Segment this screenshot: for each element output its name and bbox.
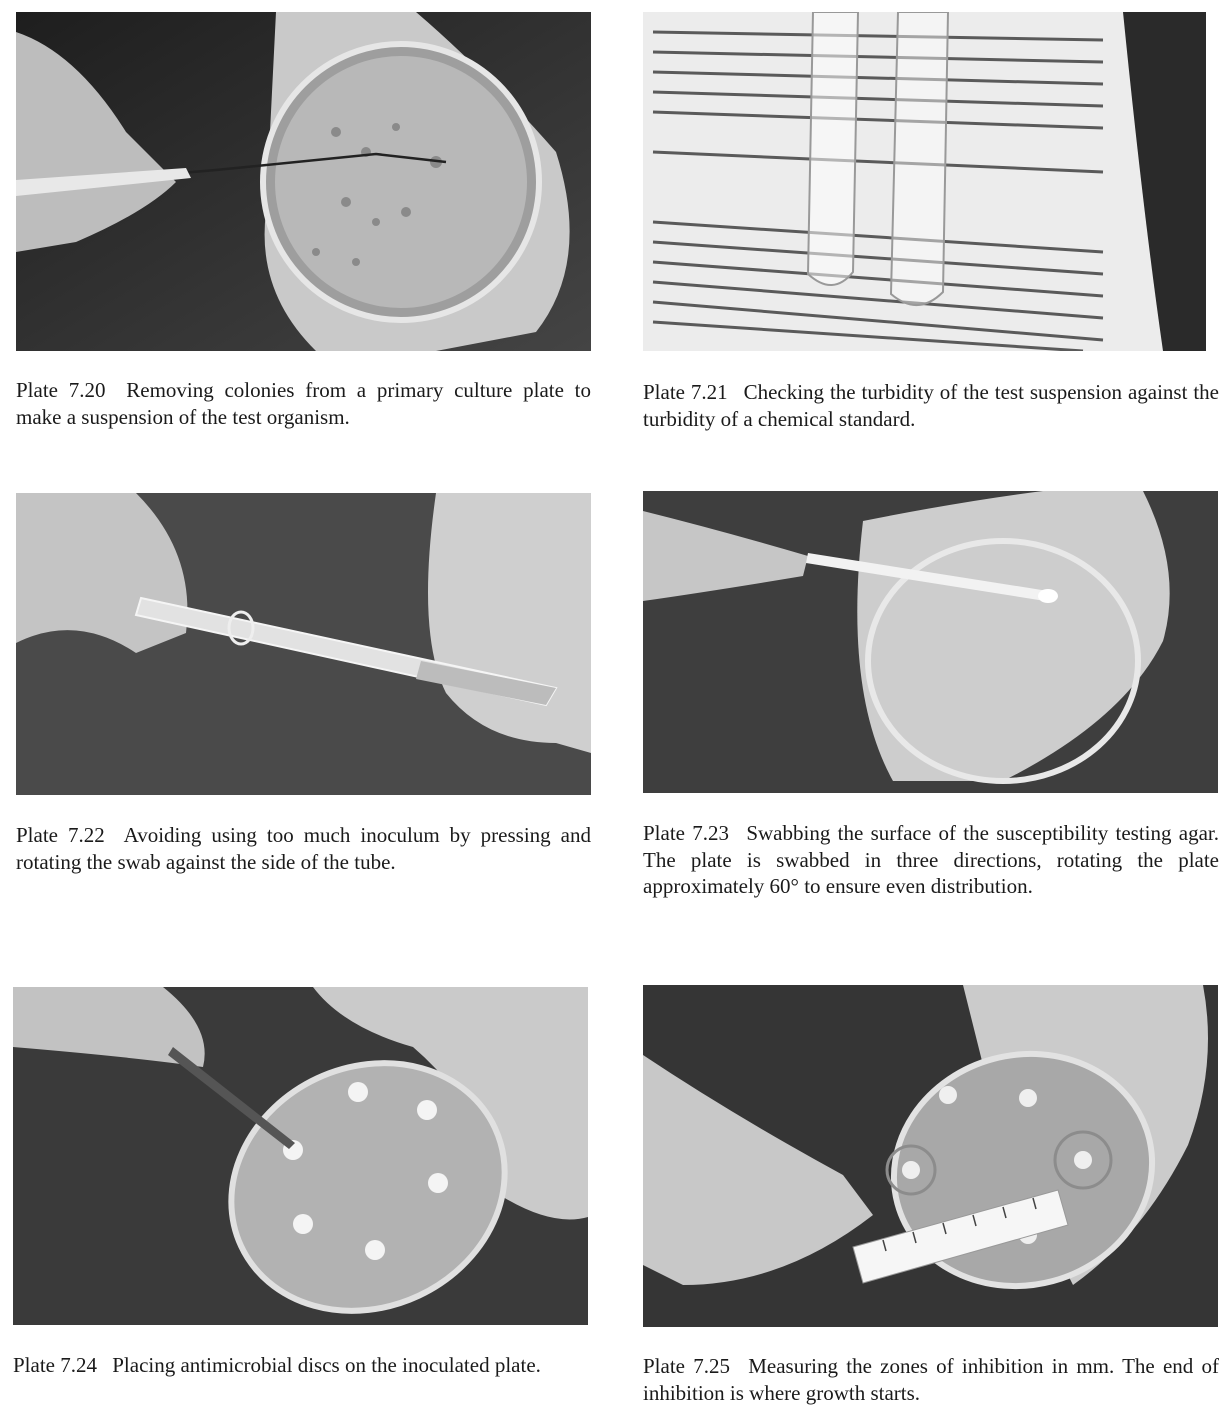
plate-number: Plate 7.22 [16,823,105,847]
plate-number: Plate 7.25 [643,1354,730,1378]
plate-number: Plate 7.24 [13,1353,97,1377]
photo-plate-7-22 [16,493,591,795]
caption-plate-7-21 [643,379,1219,432]
caption-text: Avoiding using too much inoculum by pressing and rotating the swab against the side of the tube. [16,823,591,874]
caption-plate-7-23 [643,820,1219,900]
caption-plate-7-20 [16,377,591,430]
caption-text: Measuring the zones of inhibition in mm. The end of inhibition is where growth starts. [643,1354,1219,1405]
caption-text: Removing colonies from a primary culture plate to make a suspension of the test organism. [16,378,592,429]
photo-plate-7-21 [643,12,1206,351]
caption-text: Checking the turbidity of the test suspension against the turbidity of a chemical standard. [643,380,1219,431]
photo-plate-7-25 [643,985,1218,1327]
plate-number: Plate 7.21 [643,380,728,404]
caption-plate-7-25 [643,1353,1219,1406]
caption-text: Swabbing the surface of the susceptibility testing agar. The plate is swabbed in three directions, rotating the plate approximately 60° to ensure even distribution. [643,821,1219,898]
photo-plate-7-24 [13,987,588,1325]
plate-number: Plate 7.23 [643,821,730,845]
caption-text: Placing antimicrobial discs on the inoculated plate. [112,1353,541,1377]
caption-plate-7-24 [13,1352,588,1379]
photo-plate-7-20 [16,12,591,351]
plate-number: Plate 7.20 [16,378,106,402]
caption-plate-7-22 [16,822,591,875]
photo-plate-7-23 [643,491,1218,793]
